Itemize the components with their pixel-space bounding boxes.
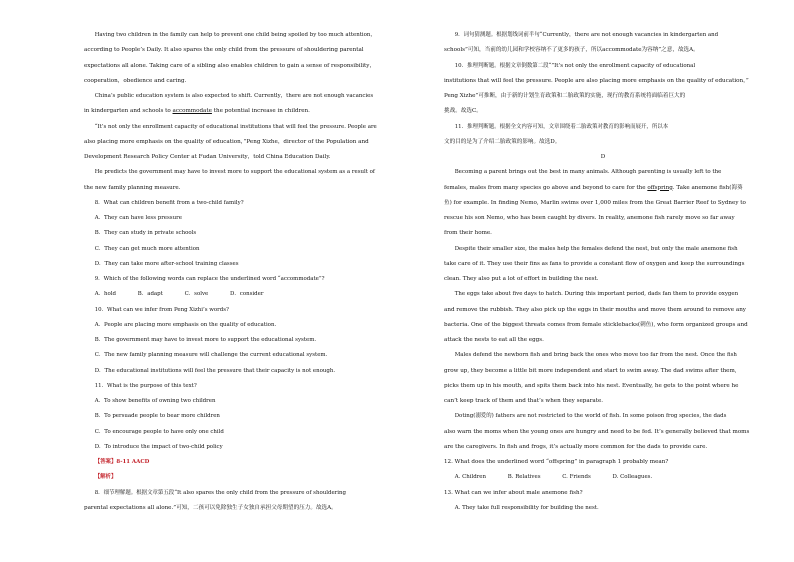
passage-paragraph: China’s public education system is also expected to shift. Currently，there are not enough vacancies — [94, 93, 374, 99]
passage-line: from their home. — [444, 230, 492, 237]
passage-line: and remove the rubbish. They also pick up the eggs in their mouths and move them around to remove any — [444, 306, 746, 313]
passage-paragraph: Despite their smaller size, the males help the females defend the nest, but only the male anemone fish — [454, 245, 738, 252]
passage-line: Development Research Policy Center at Fudan University，told China Education Daily. — [84, 154, 331, 160]
passage-line: also placing more emphasis on the quality of education，”Peng Xizhe，director of the Population and — [84, 138, 369, 145]
passage-paragraph: Becoming a parent brings out the best in many animals. Although parenting is usually left to the — [454, 169, 722, 176]
passage-line: take care of it. They use their fins as fans to provide a constant flow of oxygen and keep the surroundings — [444, 260, 745, 267]
options-row: A. Children B. Relatives C. Friends D. Colleagues. — [454, 474, 653, 481]
analysis-line: 9．词句猜测题。根据划线词前半句“Currently，there are not enough vacancies in kindergarten and — [454, 32, 719, 38]
analysis-line: 11．推理判断题。根据全文内容可知，文章围绕着二胎政策对教育的影响而展开，所以本 — [454, 123, 669, 130]
option-a: A．They can have less pressure — [94, 215, 182, 221]
analysis-line: institutions that will feel the pressure. People are also placing more emphasis on the quality of education，” — [444, 77, 749, 84]
option-a: A. They take full responsibility for building the nest. — [454, 504, 599, 511]
underlined-word: offspring — [647, 184, 673, 191]
passage-paragraph: He predicts the government may have to invest more to support the educational system as a result of — [94, 169, 375, 176]
passage-line: females, males from many species go above and beyond to care for the offspring. Take anemone fish(海葵 — [444, 184, 743, 191]
analysis-line: parental expectations all alone.”可知，二孩可以免除独生子女独自承担父母期望的压力。故选A。 — [84, 504, 337, 511]
answer-key: 【答案】8-11 AACD — [94, 459, 150, 465]
passage-paragraph: “It’s not only the enrollment capacity of educational institutions that will feel the pressure. People are — [94, 123, 377, 130]
option-b: B．The government may have to invest more to support the educational system. — [94, 337, 317, 343]
analysis-line: schools”可知，当前的幼儿园和学校容纳不了更多的孩子，所以accommodate为容纳”之意，故选A。 — [444, 47, 699, 54]
passage-paragraph: The eggs take about five days to hatch. During this important period, dads fan them to provide oxygen — [454, 291, 739, 298]
question-8: 8．What can children benefit from a two-child family? — [94, 199, 244, 206]
passage-line: picks them up in his mouth, and spits them back into his nest. Eventually, he gets to the point where he — [444, 382, 739, 389]
option-a: A．People are placing more emphasis on the quality of education. — [94, 321, 277, 328]
question-11: 11．What is the purpose of this text? — [94, 382, 197, 389]
analysis-line: 文的目的是为了介绍二胎政策的影响。故选D。 — [444, 138, 561, 145]
passage-line: clean. They also put a lot of effort in building the nest. — [444, 276, 599, 282]
analysis-line: 10．推理判断题。根据文章倒数第二段“”It’s not only the enrollment capacity of educational — [454, 62, 696, 69]
option-a: A．To show benefits of owning two children — [94, 398, 216, 404]
underlined-word: accommodate — [172, 108, 212, 115]
question-13: 13. What can we infer about male anemone fish? — [444, 489, 583, 496]
analysis-line: 挑战。故选C。 — [444, 108, 482, 115]
option-d: D．To introduce the impact of two-child policy — [94, 443, 223, 450]
passage-line: also warn the moms when the young ones are hungry and need to be fed. It’s generally believed that moms — [444, 428, 750, 435]
option-b: B．They can study in private schools — [94, 230, 197, 237]
option-c: C．The new family planning measure will challenge the current educational system. — [94, 352, 328, 359]
passage-line: according to People’s Daily. It also spares the only child from the pressure of shouldering parental — [84, 47, 364, 54]
options-row: A．hold B．adapt C．solve D．consider — [94, 291, 264, 298]
passage-line: are the caregivers. In fish and frogs, it’s actually more common for the dads to provide care. — [444, 443, 708, 450]
passage-line: 鱼) for example. In finding Nemo, Marlin swims over 1,000 miles from the Great Barrier Reef to Sydney to — [444, 199, 746, 206]
left-column — [84, 28, 402, 516]
passage-line: rescue his son Nemo, who has been caught by divers. In reality, anemone fish rarely move so far away — [444, 215, 735, 221]
question-10: 10．What can we infer from Peng Xizhi’s words? — [94, 306, 229, 313]
passage-line: expectations all alone. Taking care of a sibling also enables children to gain a sense of responsibility， — [84, 62, 376, 69]
analysis-line: 8．细节理解题。根据文章第五段“It also spares the only child from the pressure of shouldering — [94, 489, 347, 496]
option-d: D．They can take more after-school training classes — [94, 260, 239, 267]
option-d: D．The educational institutions will feel the pressure that their capacity is not enough. — [94, 367, 336, 374]
passage-paragraph: Males defend the newborn fish and bring back the ones who move too far from the nest. Once the fish — [454, 352, 737, 359]
question-9: 9．Which of the following words can replace the underlined word “accommodate”? — [94, 276, 325, 282]
option-c: C．To encourage people to have only one child — [94, 428, 224, 435]
passage-paragraph: Having two children in the family can help to prevent one child being spoiled by too much attention， — [94, 32, 376, 38]
passage-line: attack the nests to eat all the eggs. — [444, 337, 544, 343]
passage-line: bacteria. One of the biggest threats comes from female sticklebacks(刺鱼), who form organized groups and — [444, 321, 748, 328]
passage-paragraph: Doting(溺爱的) fathers are not restricted to the world of fish. In some poison frog species, the dads — [454, 413, 727, 420]
passage-line: grow up, they become a little bit more independent and start to swim away. The dad swims after them, — [444, 367, 737, 374]
right-column — [444, 28, 762, 516]
passage-line: the new family planning measure. — [84, 184, 181, 191]
passage-line: in kindergarten and schools to accommodate the potential increase in children. — [84, 108, 310, 115]
passage-letter-heading: D — [600, 154, 606, 160]
option-c: C．They can get much more attention — [94, 245, 200, 252]
question-12: 12. What does the underlined word “offspring” in paragraph 1 probably mean? — [444, 459, 669, 465]
passage-line: cooperation，obedience and caring. — [84, 77, 187, 84]
passage-line: can’t keep track of them and that’s when they separate. — [444, 398, 604, 404]
analysis-line: Peng Xizhe”可推断，由于新的计划生育政策和二胎政策的实施，现行的教育系统将面临着巨大的 — [444, 93, 686, 99]
option-b: B．To persuade people to bear more children — [94, 413, 220, 420]
analysis-heading: 【解析】 — [94, 474, 117, 481]
